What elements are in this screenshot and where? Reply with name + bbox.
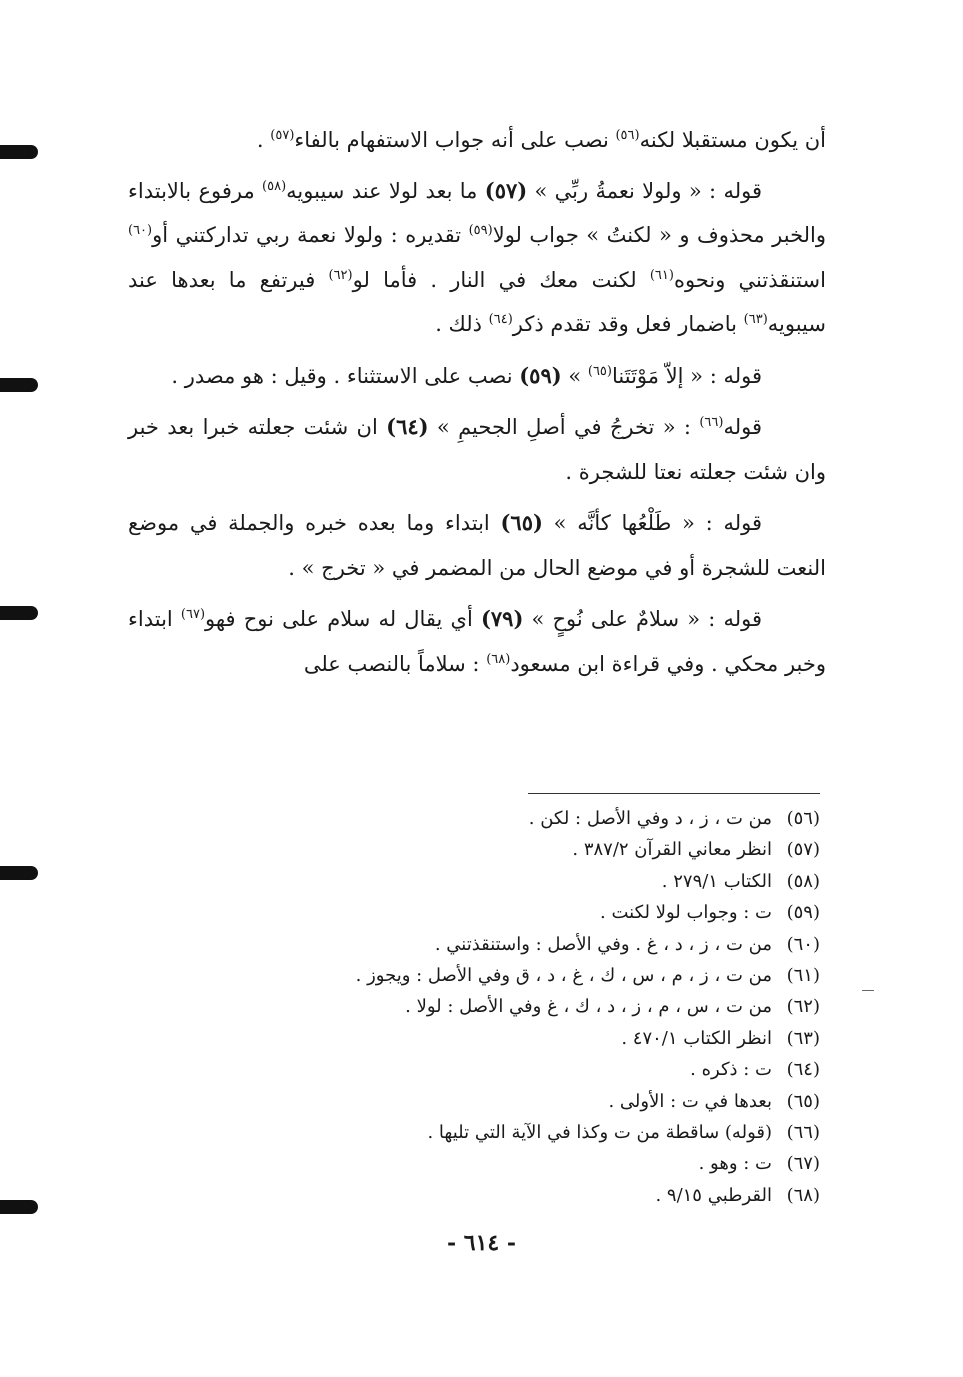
footnote-item <box>300 866 820 897</box>
paragraph-tal-uha <box>128 501 826 590</box>
footnote-number: (٦٧) <box>786 1153 820 1175</box>
text-run: نصب على أنه جواب الاستفهام بالفاء <box>294 128 616 152</box>
footnote-number: (٦٤) <box>786 1059 820 1081</box>
footnote-ref: (٥٦) <box>615 128 640 143</box>
footnote-text: ت : ذكره . <box>690 1059 772 1081</box>
text-run: لكنت معك في النار . فأما لو <box>352 267 650 292</box>
text-run: مرفوع بالابتداء والخبر محذوف و « لكنتُ » جواب لولا <box>128 178 826 247</box>
text-run: أي يقال له سلام على نوح فهو <box>205 607 481 631</box>
main-text <box>128 118 826 693</box>
footnote-text: من ت ، ز ، د ، غ . وفي الأصل : واستنقذتني . <box>434 933 772 955</box>
text-run: قوله : « طَلْعُها كأنَّه » <box>542 511 762 535</box>
verse-ref: (٥٧) <box>484 177 528 203</box>
text-run: : « تخرجُ في أصلِ الجحيمِ » <box>428 415 700 439</box>
verse-ref: (٦٤) <box>386 414 429 439</box>
footnote-text: القرطبي ٩/١٥ . <box>655 1184 772 1206</box>
footnote-ref: (٦٦) <box>699 415 724 430</box>
scan-margin-mark <box>0 866 38 880</box>
footnote-ref: (٦٨) <box>486 651 511 667</box>
text-run: قوله : « سلامٌ على نُوحٍ » <box>523 607 762 631</box>
paragraph-takhruj <box>128 405 826 494</box>
text-run: أن يكون مستقبلا لكنه <box>639 128 826 152</box>
text-run: ما بعد لولا عند سيبويه <box>286 178 485 203</box>
footnote-item <box>300 897 820 928</box>
text-run: فيرتفع ما بعدها عند سيبويه <box>128 267 826 336</box>
footnote-item <box>300 1180 820 1211</box>
text-run: ذلك . <box>435 312 489 336</box>
footnote-text: ت : وجواب لولا لكنت . <box>600 902 772 924</box>
footnote-item <box>300 803 820 834</box>
text-run: نصب على الاستثناء . وقيل : هو مصدر . <box>171 363 520 388</box>
text-run: . <box>256 128 271 152</box>
text-run: ابتداء وخبر محكي . وفي قراءة ابن مسعود <box>128 607 826 676</box>
text-run: : سلاماً بالنصب على <box>303 651 487 676</box>
footnote-item <box>300 991 820 1022</box>
scan-margin-mark <box>0 606 38 620</box>
text-run: قوله <box>723 415 762 439</box>
footnote-text: من ت ، ز ، م ، س ، ك ، غ ، د ، ق وفي الأصل : ويجوز . <box>355 964 772 986</box>
footnote-text: انظر معاني القرآن ٣٨٧/٢ . <box>572 839 772 861</box>
footnote-number: (٦٥) <box>786 1090 820 1112</box>
footnote-number: (٦٨) <box>786 1184 820 1206</box>
footnote-item <box>300 1148 820 1179</box>
footnote-ref: (٦٧) <box>180 607 206 622</box>
footnote-number: (٦٣) <box>786 1027 820 1049</box>
scan-tick-mark <box>862 990 874 991</box>
text-run: قوله : « ولولا نعمةُ ربِّي » <box>527 178 762 203</box>
footnote-divider <box>528 793 820 794</box>
verse-ref: (٦٥) <box>500 510 543 535</box>
continuation-line <box>128 118 826 163</box>
footnote-item <box>300 1086 820 1117</box>
footnote-item <box>300 834 820 865</box>
text-run: » <box>561 363 588 388</box>
scan-margin-mark <box>0 1200 38 1214</box>
footnote-ref: (٦٣) <box>743 312 768 327</box>
text-run: استنقذتني ونحوه <box>673 267 826 292</box>
footnote-ref: (٦٠) <box>128 223 153 238</box>
footnote-ref: (٥٧) <box>270 128 295 143</box>
text-run: قوله : « إلاّ مَوْتَتَنا <box>612 363 762 388</box>
text-run: ان شئت جعلته خبرا بعد خبر وان شئت جعلته نعتا للشجرة . <box>128 415 826 484</box>
footnotes-list <box>300 803 820 1211</box>
footnote-ref: (٦١) <box>649 267 674 283</box>
footnote-item <box>300 929 820 960</box>
footnote-ref: (٥٩) <box>468 223 493 238</box>
paragraph-mawtatana <box>128 354 826 399</box>
footnote-number: (٦٢) <box>786 996 820 1018</box>
footnote-ref: (٦٥) <box>587 363 612 379</box>
verse-ref: (٧٩) <box>480 606 524 631</box>
footnote-ref: (٦٤) <box>488 312 513 327</box>
footnote-text: الكتاب ٢٧٩/١ . <box>661 870 772 892</box>
footnote-item <box>300 960 820 991</box>
footnote-number: (٥٩) <box>786 902 820 924</box>
text-run: تقديره : ولولا نعمة ربي تداركتني أو <box>152 223 469 247</box>
footnote-item <box>300 1054 820 1085</box>
paragraph-lawla <box>128 169 826 347</box>
scan-margin-mark <box>0 145 38 159</box>
scan-margin-mark <box>0 378 38 392</box>
footnote-number: (٦١) <box>786 964 820 986</box>
footnote-text: من ت ، س ، م ، ز ، د ، ك ، غ وفي الأصل : لولا . <box>405 996 772 1018</box>
footnote-number: (٥٨) <box>786 870 820 892</box>
footnote-item <box>300 1117 820 1148</box>
text-run: ابتداء وما بعده خبره والجملة في موضع النعت للشجرة أو في موضع الحال من المضمر في « تخرج » . <box>128 511 826 580</box>
footnote-item <box>300 1023 820 1054</box>
page-number: - ٦١٤ - <box>446 1230 517 1256</box>
footnote-text: انظر الكتاب ٤٧٠/١ . <box>621 1027 772 1049</box>
paragraph-salamun <box>128 597 826 686</box>
footnote-text: من ت ، ز ، د وفي الأصل : لكن . <box>528 808 772 829</box>
footnote-ref: (٦٢) <box>328 267 353 283</box>
footnote-number: (٦٠) <box>786 933 820 955</box>
verse-ref: (٥٩) <box>519 362 562 388</box>
footnote-text: بعدها في ت : الأولى . <box>608 1090 772 1112</box>
footnote-number: (٥٦) <box>786 808 820 829</box>
footnote-text: ت : وهو . <box>698 1153 772 1175</box>
text-run: باضمار فعل وقد تقدم ذكر <box>512 312 744 336</box>
footnote-number: (٥٧) <box>786 839 820 861</box>
footnote-ref: (٥٨) <box>262 178 287 194</box>
footnote-text: (قوله) ساقطة من ت وكذا في الآية التي تليها . <box>427 1121 772 1143</box>
footnote-number: (٦٦) <box>786 1121 820 1143</box>
